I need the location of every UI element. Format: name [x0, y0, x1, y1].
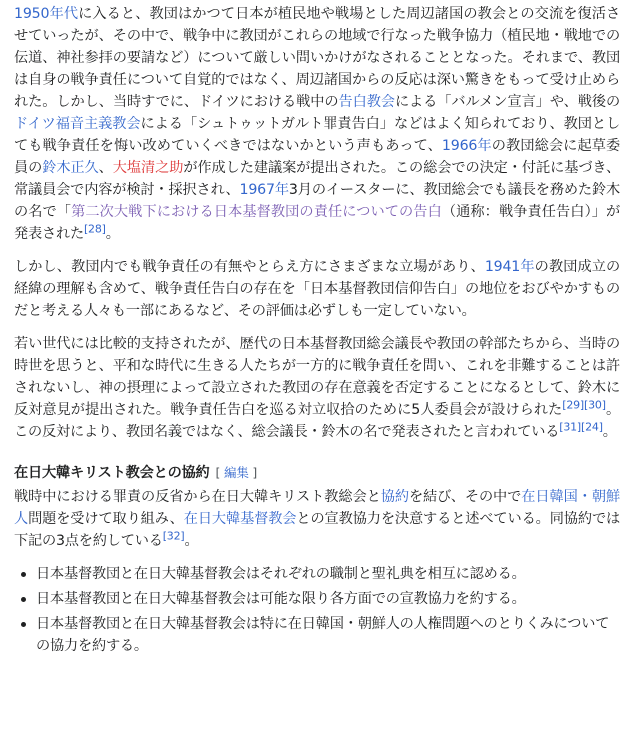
edit-section-link[interactable]: 編集	[224, 465, 249, 480]
reference-link-30[interactable]: [30]	[584, 398, 606, 412]
link-war-responsibility-confession[interactable]: 第二次大戦下における日本基督教団の責任についての告白	[71, 204, 442, 220]
bullet-icon	[21, 622, 26, 627]
text: との宣教協力を決意すると述べている。同協約では下記の3点を約している	[14, 511, 621, 549]
link-1966[interactable]: 1966年	[441, 138, 492, 154]
text: 戦時中における罪責の反省から在日大韓キリスト教総会と	[14, 489, 381, 505]
link-confessing-church[interactable]: 告白教会	[338, 94, 395, 110]
reference-29	[562, 398, 584, 411]
list-item	[36, 563, 620, 585]
edit-bracket-open: [	[215, 465, 221, 480]
text: の教団総会に起草委員の	[14, 138, 621, 176]
link-agreement[interactable]: 協約	[380, 489, 409, 505]
edit-section	[216, 465, 258, 480]
paragraph-agreement	[14, 486, 620, 552]
link-kccj[interactable]: 在日大韓基督教会	[183, 511, 297, 527]
list-item	[36, 588, 620, 610]
link-oshio-seinosuke[interactable]: 大塩清之助	[112, 160, 184, 176]
list-item-text: 日本基督教団と在日大韓基督教会は可能な限り各方面での宣教協力を約する。	[36, 591, 526, 607]
edit-bracket-close: ]	[252, 465, 258, 480]
text: に入ると、教団はかつて日本が植民地や戦場とした周辺諸国の教会との交流を復活させていったが、その中で、戦争中に教団がこれらの地域で行なった戦争協力（植民地・戦地での伝道、神社参拝の要請など）について厳しい問いかけがなされることとなった。それまで、教団は自身の戦争責任について自覚的ではなく、周辺諸国からの反応は深い驚きをもって受け止められた。しかし、当時すでに、ドイツにおける戦中の	[14, 6, 621, 110]
text: が作成した建議案が提出された。この総会での決定・付託に基づき、常議員会で内容が検討・採択され、	[14, 160, 620, 198]
bullet-icon	[21, 597, 26, 602]
reference-link-29[interactable]: [29]	[562, 398, 585, 412]
reference-31	[559, 420, 581, 433]
text: 。	[602, 424, 617, 440]
text: 。この反対により、教団名義ではなく、総会議長・鈴木の名で発表されたと言われている	[14, 402, 620, 440]
reference-link-31[interactable]: [31]	[559, 420, 582, 434]
link-suzuki-masahisa[interactable]: 鈴木正久	[42, 160, 99, 176]
link-1950s[interactable]: 1950年代	[14, 6, 79, 22]
link-1967[interactable]: 1967年	[239, 182, 289, 198]
text: 問題を受けて取り組み、	[28, 511, 184, 527]
text: による「シュトゥットガルト罪責告白」などはよく知られており、教団としても戦争責任を悔い改めていくべきではないかという声もあって、	[14, 116, 620, 154]
paragraph-opposition	[14, 333, 620, 443]
reference-28	[84, 222, 106, 235]
text: による「バルメン宣言」や、戦後の	[394, 94, 620, 110]
reference-link-28[interactable]: [28]	[83, 222, 106, 236]
agreement-list	[36, 563, 620, 657]
text: 。	[184, 533, 199, 549]
reference-32	[163, 529, 185, 542]
section-heading-title: 在日大韓キリスト教会との協約	[14, 465, 210, 481]
list-item-text: 日本基督教団と在日大韓基督教会は特に在日韓国・朝鮮人の人権問題へのとりくみについての協力を約する。	[36, 616, 610, 654]
text: （通称：戦争責任告白）」が発表された	[14, 204, 620, 242]
text: 。	[105, 226, 120, 242]
section-heading	[14, 462, 620, 484]
paragraph-evaluation	[14, 256, 620, 322]
text: 若い世代には比較的支持されたが、歴代の日本基督教団総会議長や教団の幹部たちから、当時の時世を思うと、平和な時代に生きる人たちが一方的に戦争責任を問い、これを非難することは許されないし、神の摂理によって設立された教団の存在意義を否定することになるとして、鈴木に反対意見が提出された。戦争責任告白を巡る対立収拾のために5人委員会が設けられた	[14, 336, 620, 418]
reference-30	[584, 398, 606, 411]
link-1941[interactable]: 1941年	[484, 259, 535, 275]
paragraph-postwar-relations	[14, 3, 620, 245]
text: しかし、教団内でも戦争責任の有無やとらえ方にさまざまな立場があり、	[14, 259, 485, 275]
text: を結び、その中で	[408, 489, 522, 505]
list-item	[36, 613, 620, 657]
bullet-icon	[21, 572, 26, 577]
reference-link-32[interactable]: [32]	[162, 529, 185, 543]
text: の教団成立の経緯の理解も含めて、戦争責任告白の存在を「日本基督教団信仰告白」の地位をおびやかすものだと考える人々も一部にあるなど、その評価は必ずしも一定していない。	[14, 259, 620, 319]
reference-24	[581, 420, 603, 433]
text: 3月のイースターに、教団総会でも議長を務めた鈴木の名で「	[14, 182, 620, 220]
link-zainichi-koreans[interactable]: 在日韓国・朝鮮人	[14, 489, 620, 527]
link-ekd[interactable]: ドイツ福音主義教会	[14, 116, 141, 132]
reference-link-24[interactable]: [24]	[581, 420, 603, 434]
text: 、	[98, 160, 113, 176]
list-item-text: 日本基督教団と在日大韓基督教会はそれぞれの職制と聖礼典を相互に認める。	[36, 566, 526, 582]
